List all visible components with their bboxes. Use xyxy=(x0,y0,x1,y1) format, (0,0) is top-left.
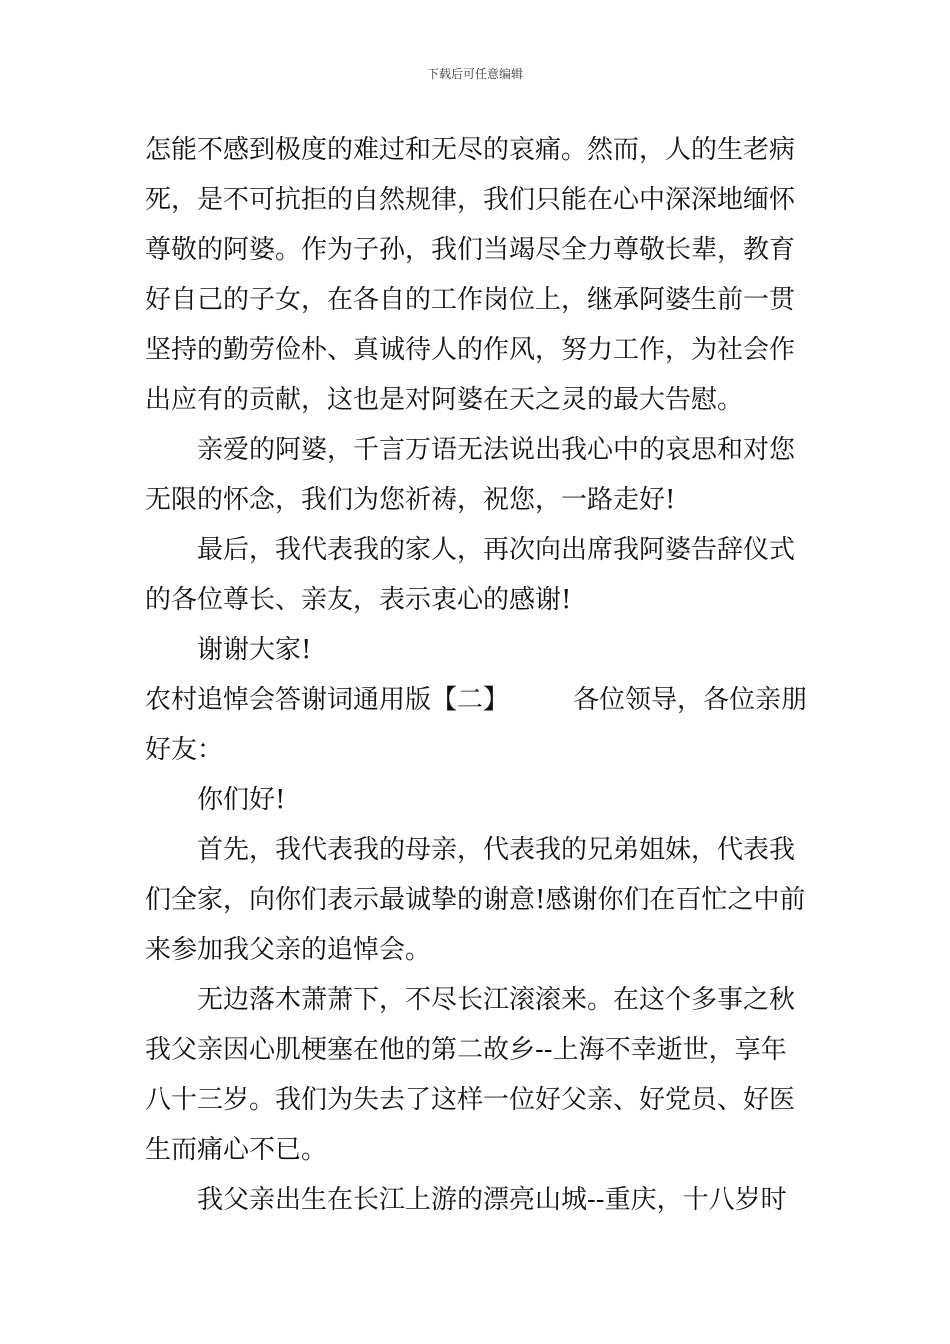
paragraph-line: 们全家，向你们表示最诚挚的谢意!感谢你们在百忙之中前 xyxy=(145,885,806,915)
paragraph-line: 亲爱的阿婆，千言万语无法说出我心中的哀思和对您 xyxy=(197,435,796,465)
paragraph-line: 八十三岁。我们为失去了这样一位好父亲、好党员、好医 xyxy=(145,1085,796,1115)
section-heading xyxy=(145,675,807,725)
paragraph-line: 无边落木萧萧下，不尽长江滚滚来。在这个多事之秋 xyxy=(197,985,796,1015)
document-body xyxy=(145,125,807,1225)
paragraph-line: 尊敬的阿婆。作为子孙，我们当竭尽全力尊敬长辈，教育 xyxy=(145,235,796,265)
paragraph-line: 来参加我父亲的追悼会。 xyxy=(145,935,432,965)
page-header: 下载后可任意编辑 xyxy=(426,67,523,81)
section-title: 农村追悼会答谢词通用版【二】 xyxy=(145,685,510,715)
paragraph-line: 好友： xyxy=(145,735,224,765)
paragraph-line: 首先，我代表我的母亲，代表我的兄弟姐妹，代表我 xyxy=(197,835,796,865)
paragraph-line: 谢谢大家! xyxy=(197,635,312,665)
paragraph-line: 无限的怀念，我们为您祈祷，祝您，一路走好! xyxy=(145,485,676,515)
paragraph-line: 你们好! xyxy=(197,785,286,815)
paragraph-line: 坚持的勤劳俭朴、真诚待人的作风，努力工作，为社会作 xyxy=(145,335,796,365)
paragraph-line: 怎能不感到极度的难过和无尽的哀痛。然而，人的生老病 xyxy=(145,135,796,165)
paragraph-line: 好自己的子女，在各自的工作岗位上，继承阿婆生前一贯 xyxy=(145,285,796,315)
paragraph-line: 出应有的贡献，这也是对阿婆在天之灵的最大告慰。 xyxy=(145,385,744,415)
paragraph-line: 生而痛心不已。 xyxy=(145,1135,328,1165)
paragraph-line: 我父亲出生在长江上游的漂亮山城--重庆，十八岁时 xyxy=(197,1185,787,1215)
paragraph-line: 的各位尊长、亲友，表示衷心的感谢! xyxy=(145,585,572,615)
paragraph-line: 死，是不可抗拒的自然规律，我们只能在心中深深地缅怀 xyxy=(145,185,796,215)
salutation: 各位领导，各位亲朋 xyxy=(572,685,807,715)
paragraph-line: 最后，我代表我的家人，再次向出席我阿婆告辞仪式 xyxy=(197,535,796,565)
paragraph-line: 我父亲因心肌梗塞在他的第二故乡--上海不幸逝世，享年 xyxy=(145,1035,787,1065)
